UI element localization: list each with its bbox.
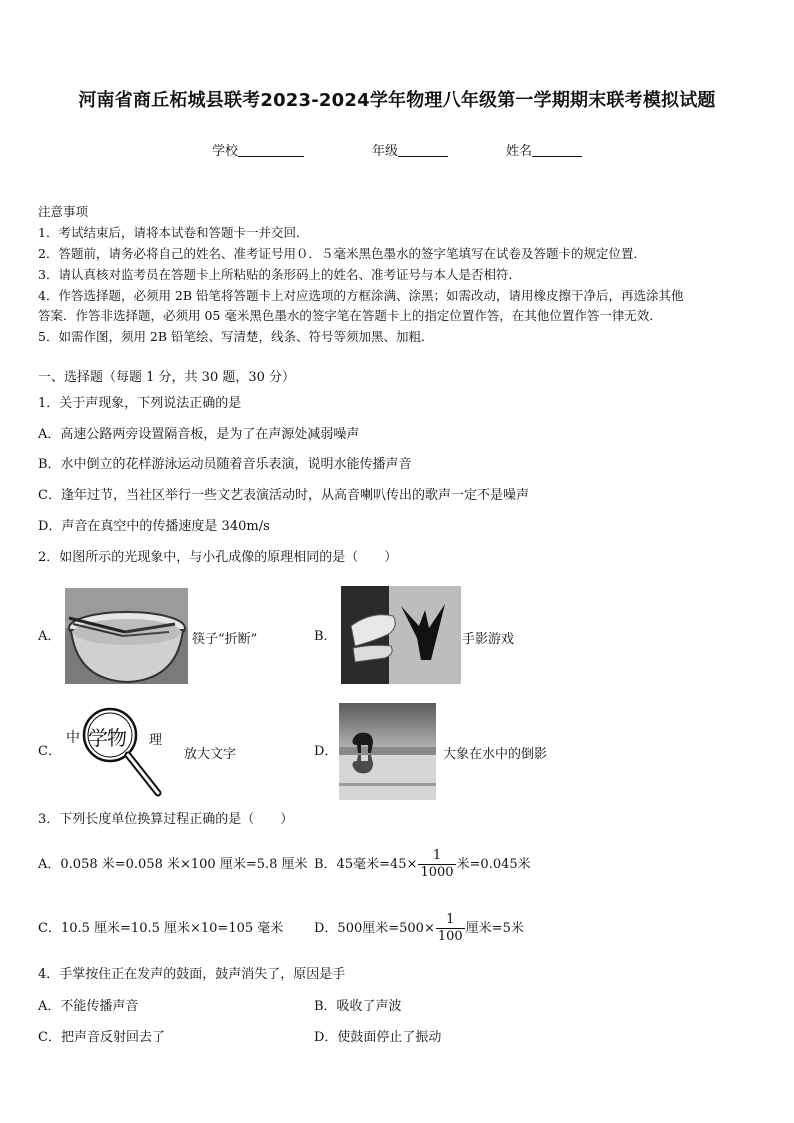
question-1-option-d[interactable]: D．声音在真空中的传播速度是 340m/s — [38, 519, 270, 534]
name-label: 姓名 — [506, 144, 533, 159]
hand-shadow-image — [341, 586, 461, 684]
note-item: 3．请认真核对监考员在答题卡上所粘贴的条形码上的姓名、准考证号与本人是否相符． — [38, 267, 521, 282]
elephant-reflection-image — [339, 703, 436, 800]
question-1-option-c[interactable]: C．逢年过节，当社区举行一些文艺表演活动时，从高音喇叭传出的歌声一定不是噪声 — [38, 488, 529, 503]
section-heading: 一、选择题（每题 1 分，共 30 题，30 分） — [38, 370, 296, 385]
fraction-numerator: 1 — [418, 848, 455, 865]
magnifier-text-right: 理 — [149, 733, 163, 748]
question-4-option-d[interactable]: D．使鼓面停止了振动 — [314, 1030, 442, 1045]
chopsticks-bowl-image — [65, 588, 188, 684]
grade-field[interactable] — [372, 140, 448, 159]
question-3-option-a[interactable]: A．0.058 米=0.058 米×100 厘米=5.8 厘米 — [38, 857, 308, 872]
question-3-option-b-suffix: 米=0.045米 — [456, 857, 531, 872]
note-item: 4．作答选择题，必须用 2B 铅笔将答题卡上对应选项的方框涂满、涂黑；如需改动，请用橡皮擦干净后，再选涂其他 — [38, 288, 684, 303]
student-info-row — [0, 140, 794, 160]
question-4-option-b[interactable]: B．吸收了声波 — [314, 999, 402, 1014]
note-item: 5．如需作图，须用 2B 铅笔绘、写清楚，线条、符号等须加黑、加粗． — [38, 329, 434, 344]
question-2-option-b-label[interactable]: B． — [314, 629, 337, 644]
question-2-option-d-caption: 大象在水中的倒影 — [443, 747, 548, 762]
school-label: 学校 — [212, 144, 239, 159]
school-field[interactable] — [212, 140, 304, 159]
question-3-option-d-prefix: D．500厘米=500× — [314, 921, 435, 936]
name-field[interactable] — [506, 140, 582, 159]
magnifier-text-left: 中 — [66, 730, 80, 746]
question-4-stem: 4．手掌按住正在发声的鼓面，鼓声消失了，原因是手 — [38, 967, 346, 982]
question-4-option-c[interactable]: C．把声音反射回去了 — [38, 1030, 165, 1045]
question-1-option-b[interactable]: B．水中倒立的花样游泳运动员随着音乐表演，说明水能传播声音 — [38, 457, 412, 472]
notes-heading: 注意事项 — [38, 204, 89, 219]
question-3-option-b[interactable] — [314, 847, 531, 883]
question-4-option-a[interactable]: A．不能传播声音 — [38, 999, 139, 1014]
fraction-denominator: 100 — [437, 929, 463, 944]
question-3-option-b-prefix: B．45毫米=45× — [314, 857, 418, 872]
note-item: 答案．作答非选择题，必须用 05 毫米黑色墨水的签字笔在答题卡上的指定位置作答，在其他位置作答一律无效． — [38, 308, 662, 323]
question-3-stem: 3．下列长度单位换算过程正确的是（ ） — [38, 812, 294, 827]
note-item: 1．考试结束后，请将本试卷和答题卡一并交回． — [38, 225, 309, 240]
question-1-option-a[interactable]: A．高速公路两旁设置隔音板，是为了在声源处减弱噪声 — [38, 427, 360, 442]
magnifier-text-image — [62, 705, 168, 801]
grade-label: 年级 — [372, 144, 399, 159]
school-blank — [238, 144, 304, 157]
fraction — [436, 912, 465, 945]
question-3-option-c[interactable]: C．10.5 厘米=10.5 厘米×10=105 毫米 — [38, 921, 284, 936]
question-2-option-c-label[interactable]: C． — [38, 744, 61, 759]
question-2-stem: 2．如图所示的光现象中，与小孔成像的原理相同的是（ ） — [38, 550, 398, 565]
question-2-option-a-caption: 筷子“折断” — [192, 632, 258, 647]
magnifier-text-mid: 学物 — [88, 726, 126, 750]
question-2-option-b-caption: 手影游戏 — [462, 632, 515, 647]
question-2-option-d-label[interactable]: D． — [314, 744, 338, 759]
note-item: 2．答题前，请务必将自己的姓名、准考证号用０．５毫米黑色墨水的签字笔填写在试卷及答题卡的规定位置． — [38, 246, 646, 261]
question-2-option-c-caption: 放大文字 — [184, 747, 237, 762]
question-3-option-d[interactable] — [314, 911, 524, 947]
grade-blank — [398, 144, 448, 157]
fraction-numerator: 1 — [436, 912, 465, 929]
question-1-stem: 1．关于声现象，下列说法正确的是 — [38, 396, 242, 411]
fraction — [418, 848, 455, 881]
question-2-option-a-label[interactable]: A． — [38, 629, 61, 644]
name-blank — [532, 144, 582, 157]
page-title: 河南省商丘柘城县联考2023-2024学年物理八年级第一学期期末联考模拟试题 — [78, 90, 716, 111]
fraction-denominator: 1000 — [420, 865, 454, 880]
question-3-option-d-suffix: 厘米=5米 — [465, 921, 524, 936]
